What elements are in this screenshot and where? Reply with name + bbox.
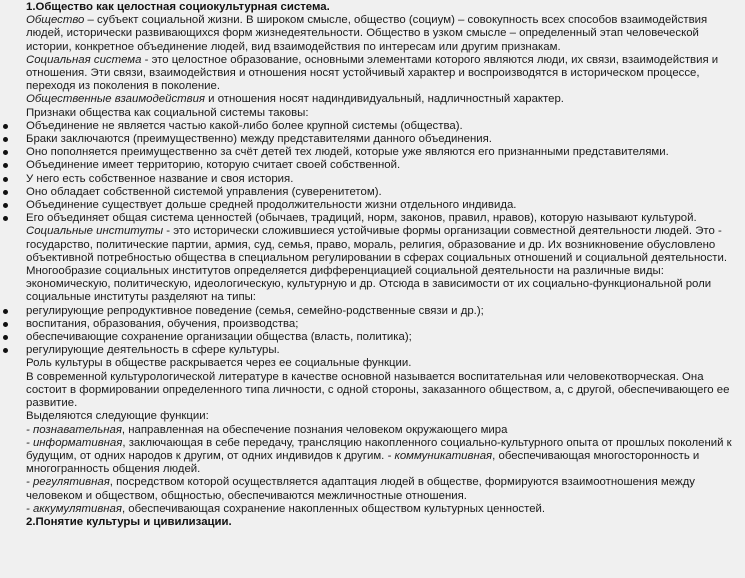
term-interactions: Общественные взаимодействия bbox=[26, 93, 205, 106]
term-accumulative: - аккумулятивная bbox=[26, 502, 122, 515]
paragraph-society-text: – субъект социальной жизни. В широком смысле, общество (социум) – совокупность всех способов взаимодействия людей, исторически развивающихся форм жизнедеятельности. Общество в узком смысле – определенный этап человеческой истории, конкретное объединение людей, вид взаимодействия по интересам или другим признакам. bbox=[26, 14, 708, 53]
list-item: Объединение имеет территорию, которую считает своей собственной. bbox=[26, 159, 742, 172]
list-item: регулирующие репродуктивное поведение (семья, семейно-родственные связи и др.); bbox=[26, 305, 742, 318]
function-accumulative-text: , обеспечивающая сохранение накопленных обществом культурных ценностей. bbox=[121, 502, 546, 515]
paragraph-institutions bbox=[26, 225, 742, 265]
paragraph-institutions-text: - это исторически сложившиеся устойчивые формы организации совместной деятельности людей. Это - государство, политические партии, армия, суд, семья, право, мораль, религия, образование и др. Их возникновение обусловлено объективной потребностью общества в специальном регулировании в сферах социальных отношений и социальной деятельности. bbox=[26, 225, 728, 264]
function-regulative-text: , посредством которой осуществляется адаптация людей в обществе, формируются взаимоотношения между человеком и обществом, общностью, обеспечиваются межличностные отношения. bbox=[26, 476, 695, 502]
list-item: Оно пополняется преимущественно за счёт детей тех людей, которые уже являются его признанными представителями. bbox=[26, 146, 742, 159]
paragraph-social-system bbox=[26, 54, 742, 94]
paragraph-diversity: Многообразие социальных институтов определяется дифференциацией социальной деятельности на различные виды: экономическую, политическую, идеологическую, культурную и др. Отсюда в зависимости от их социально-функциональной роли социальные институты разделяют на типы: bbox=[26, 265, 712, 304]
paragraph-functions-intro: Выделяются следующие функции: bbox=[26, 410, 209, 423]
paragraph-interactions-text: и отношения носят надиндивидуальный, надличностный характер. bbox=[205, 93, 564, 106]
list-item: воспитания, образования, обучения, производства; bbox=[26, 318, 742, 331]
function-communicative-text: , обеспечивающая многосторонность и многогранность общения людей. bbox=[26, 449, 700, 476]
function-cognitive-text: , направленная на обеспечение познания человеком окружающего мира bbox=[121, 423, 508, 436]
signs-list bbox=[26, 120, 742, 226]
term-cognitive: - познавательная bbox=[26, 423, 122, 436]
term-communicative: - коммуникативная bbox=[387, 449, 493, 462]
term-regulative: - регулятивная bbox=[26, 476, 110, 489]
types-list bbox=[26, 305, 742, 358]
function-cognitive bbox=[26, 424, 742, 437]
list-item: обеспечивающие сохранение организации общества (власть, политика); bbox=[26, 331, 742, 344]
section-title: 1.Общество как целостная социокультурная система. bbox=[26, 1, 330, 13]
paragraph-interactions bbox=[26, 93, 742, 106]
list-item: Объединение существует дольше средней продолжительности жизни отдельного индивида. bbox=[26, 199, 742, 212]
list-item: У него есть собственное название и своя история. bbox=[26, 173, 742, 186]
function-informative bbox=[26, 437, 742, 477]
function-accumulative bbox=[26, 503, 742, 516]
document-body bbox=[26, 1, 742, 529]
list-item: Его объединяет общая система ценностей (обычаев, традиций, норм, законов, правил, нравов), которую называют культурой. bbox=[26, 212, 742, 225]
term-institutions: Социальные институты bbox=[26, 225, 164, 238]
list-item: Оно обладает собственной системой управления (суверенитетом). bbox=[26, 186, 742, 199]
paragraph-culture-role: Роль культуры в обществе раскрывается через ее социальные функции. bbox=[26, 357, 412, 370]
paragraph-signs-intro: Признаки общества как социальной системы таковы: bbox=[26, 106, 309, 119]
term-informative: - информативная bbox=[26, 436, 123, 449]
paragraph-modern-lit: В современной культурологической литературе в качестве основной называется воспитательная или человекотворческая. Она состоит в формировании определенного типа личности, с одной стороны, заказанного обществом, а, с другой, обеспечивающего ее развитие. bbox=[26, 370, 730, 410]
list-item: регулирующие деятельность в сфере культуры. bbox=[26, 344, 742, 357]
paragraph-social-system-text: - это целостное образование, основными элементами которого являются люди, их связи, взаимодействия и отношения. Эти связи, взаимодействия и отношения носят устойчивый характер и воспроизводятся в историческом процессе, переходя из поколения в поколение. bbox=[26, 53, 719, 93]
function-informative-text: , заключающая в себе передачу, трансляцию накопленного социально-культурного опыта от прошлых поколений к будущим, от одних народов к другим, от одних индивидов к другим. bbox=[26, 436, 732, 462]
paragraph-society bbox=[26, 14, 742, 54]
list-item: Объединение не является частью какой-либо более крупной системы (общества). bbox=[26, 120, 742, 133]
function-regulative bbox=[26, 476, 742, 502]
list-item: Браки заключаются (преимущественно) между представителями данного объединения. bbox=[26, 133, 742, 146]
term-social-system: Социальная система bbox=[26, 53, 142, 66]
next-section-title: 2.Понятие культуры и цивилизации. bbox=[26, 515, 232, 528]
term-society: Общество bbox=[26, 14, 85, 27]
